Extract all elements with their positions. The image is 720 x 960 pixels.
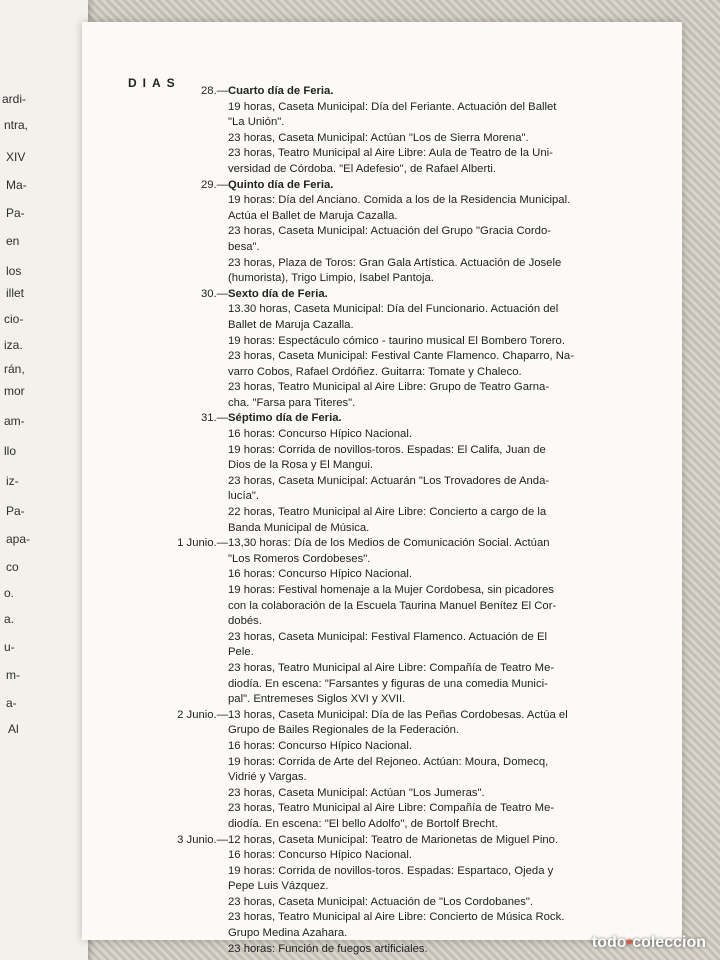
program-content [118, 84, 646, 957]
entry-line: 23 horas, Teatro Municipal al Aire Libre: Concierto de Música Rock. [228, 911, 565, 924]
entry-line: Ballet de Maruja Cazalla. [228, 318, 354, 331]
entry-line: 12 horas, Caseta Municipal: Teatro de Marionetas de Miguel Pino. [228, 833, 559, 846]
left-page-fragment: llo [4, 444, 17, 458]
entry-line: 13,30 horas: Día de los Medios de Comunicación Social. Actúan [228, 537, 550, 550]
entry-line: 16 horas: Concurso Hípico Nacional. [228, 568, 412, 581]
entry-line: con la colaboración de la Escuela Taurina Manuel Benítez El Cor- [228, 599, 557, 612]
entry-line: 22 horas, Teatro Municipal al Aire Libre: Concierto a cargo de la [228, 506, 547, 519]
entry-line: 13.30 horas, Caseta Municipal: Día del Funcionario. Actuación del [228, 303, 559, 316]
entry-title: Quinto día de Feria. [228, 178, 334, 191]
entry-line: 23 horas, Teatro Municipal al Aire Libre: Compañía de Teatro Me- [228, 661, 555, 674]
left-page-fragment: rán, [4, 362, 25, 376]
left-page-fragment: Pa- [6, 504, 25, 518]
entry-date: 3 Junio.— [177, 833, 228, 846]
entry-line: 23 horas, Teatro Municipal al Aire Libre: Grupo de Teatro Garna- [228, 381, 550, 394]
program-entry [118, 84, 646, 178]
entry-line: 23 horas, Caseta Municipal: Actuación de "Los Cordobanes". [228, 895, 534, 908]
left-page-fragment: illet [6, 286, 25, 300]
entry-line: 16 horas: Concurso Hípico Nacional. [228, 849, 412, 862]
entry-line: 19 horas: Festival homenaje a la Mujer Cordobesa, sin picadores [228, 584, 554, 596]
entry-line: Dios de la Rosa y El Mangui. [228, 459, 374, 472]
entry-line: besa". [228, 240, 260, 253]
entry-line: 16 horas: Concurso Hípico Nacional. [228, 428, 412, 441]
left-page-fragment: a- [6, 696, 17, 710]
entry-line: Banda Municipal de Música. [228, 521, 370, 534]
left-page-fragment: cio- [4, 312, 24, 326]
program-entry [118, 833, 646, 958]
entry-line: Grupo Medina Azahara. [228, 927, 348, 940]
program-entry [118, 287, 646, 412]
entry-line: 19 horas: Corrida de Arte del Rejoneo. Actúan: Moura, Domecq, [228, 755, 549, 768]
left-page-fragment: los [6, 264, 22, 278]
entry-line: 23 horas, Caseta Municipal: Actuarán "Los Trovadores de Anda- [228, 474, 550, 487]
entry-line: 19 horas: Corrida de novillos-toros. Espadas: Espartaco, Ojeda y [228, 864, 554, 877]
page-heading: DIAS [128, 76, 181, 90]
program-entry [118, 411, 646, 536]
entry-line: 23 horas, Plaza de Toros: Gran Gala Artística. Actuación de Josele [228, 256, 562, 269]
entry-line: 23 horas: Función de fuegos artificiales. [228, 942, 428, 955]
left-page-fragment: iz- [6, 474, 19, 488]
entry-title: Cuarto día de Feria. [228, 85, 334, 97]
left-page-fragment: ardi- [2, 92, 27, 106]
left-page-fragment: ntra, [4, 118, 29, 132]
entry-date: 28.— [200, 85, 228, 97]
left-page-fragment: co [6, 560, 19, 574]
entry-line: pal". Entremeses Siglos XVI y XVII. [228, 693, 406, 706]
entry-line: 23 horas, Caseta Municipal: Festival Cante Flamenco. Chaparro, Na- [228, 350, 574, 363]
entry-line: lucía". [228, 490, 260, 503]
entry-line: 19 horas, Caseta Municipal: Día del Feriante. Actuación del Ballet [228, 100, 557, 113]
left-page-fragment: Ma- [6, 178, 27, 192]
entry-line: Pepe Luis Vázquez. [228, 880, 329, 893]
left-page-fragment: Pa- [6, 206, 25, 220]
program-entry [118, 178, 646, 287]
entry-line: 19 horas: Día del Anciano. Comida a los de la Residencia Municipal. [228, 194, 571, 207]
entry-line: Pele. [228, 646, 254, 659]
left-page-fragment: Al [8, 722, 19, 736]
left-page [0, 0, 88, 960]
left-page-fragment: o. [4, 586, 15, 600]
entry-line: diodía. En escena: "Farsantes y figuras de una comedia Munici- [228, 677, 548, 690]
program-entry [118, 708, 646, 833]
entry-line: 19 horas: Corrida de novillos-toros. Espadas: El Califa, Juan de [228, 443, 546, 456]
entry-line: varro Cobos, Rafael Ordóñez. Guitarra: Tomate y Chaleco. [228, 365, 522, 378]
entry-line: 23 horas, Caseta Municipal: Actúan "Los Jumeras". [228, 786, 485, 799]
entry-line: 13 horas, Caseta Municipal: Día de las Peñas Cordobesas. Actúa el [228, 708, 568, 721]
left-page-fragment: en [6, 234, 20, 248]
entry-line: 23 horas, Caseta Municipal: Festival Flamenco. Actuación de El [228, 630, 547, 643]
entry-date: 2 Junio.— [177, 708, 228, 721]
entry-line: 23 horas, Caseta Municipal: Actúan "Los de Sierra Morena". [228, 131, 529, 144]
entry-line: 23 horas, Teatro Municipal al Aire Libre: Compañía de Teatro Me- [228, 802, 555, 815]
entry-date: 30.— [200, 287, 228, 300]
entry-title: Séptimo día de Feria. [228, 412, 342, 425]
entry-line: diodía. En escena: "El bello Adolfo", de Bortolf Brecht. [228, 817, 498, 830]
entry-line: "Los Romeros Cordobeses". [228, 552, 371, 565]
left-page-fragment: am- [4, 414, 25, 428]
left-page-fragment: XIV [6, 150, 26, 164]
entry-date: 31.— [200, 412, 228, 425]
left-page-fragment: mor [4, 384, 25, 398]
entry-line: (humorista), Trigo Limpio, Isabel Pantoja. [228, 272, 434, 285]
entry-line: Actúa el Ballet de Maruja Cazalla. [228, 209, 398, 222]
entry-line: cha. "Farsa para Titeres". [228, 396, 356, 409]
entry-date: 29.— [200, 178, 228, 191]
entry-line: 16 horas: Concurso Hípico Nacional. [228, 739, 412, 752]
entry-line: 19 horas: Espectáculo cómico - taurino musical El Bombero Torero. [228, 334, 565, 347]
left-page-fragment: u- [4, 640, 15, 654]
entry-date: 1 Junio.— [177, 537, 228, 550]
entry-line: 23 horas, Teatro Municipal al Aire Libre: Aula de Teatro de la Uni- [228, 147, 553, 160]
left-page-fragment: iza. [4, 338, 23, 352]
watermark: todo•coleccion [591, 934, 706, 951]
entry-line: "La Unión". [228, 116, 285, 129]
entry-title: Sexto día de Feria. [228, 287, 328, 300]
entry-line: 23 horas, Caseta Municipal: Actuación del Grupo "Gracia Cordo- [228, 225, 551, 238]
program-entry [118, 536, 646, 708]
left-page-fragment: a. [4, 612, 15, 626]
entry-line: versidad de Córdoba. "El Adefesio", de Rafael Alberti. [228, 162, 497, 175]
left-page-fragment: apa- [6, 532, 31, 546]
entry-line: Vidrié y Vargas. [228, 771, 307, 784]
entry-line: Grupo de Bailes Regionales de la Federación. [228, 724, 460, 737]
left-page-fragment: m- [6, 668, 20, 682]
entry-line: dobés. [228, 615, 262, 628]
